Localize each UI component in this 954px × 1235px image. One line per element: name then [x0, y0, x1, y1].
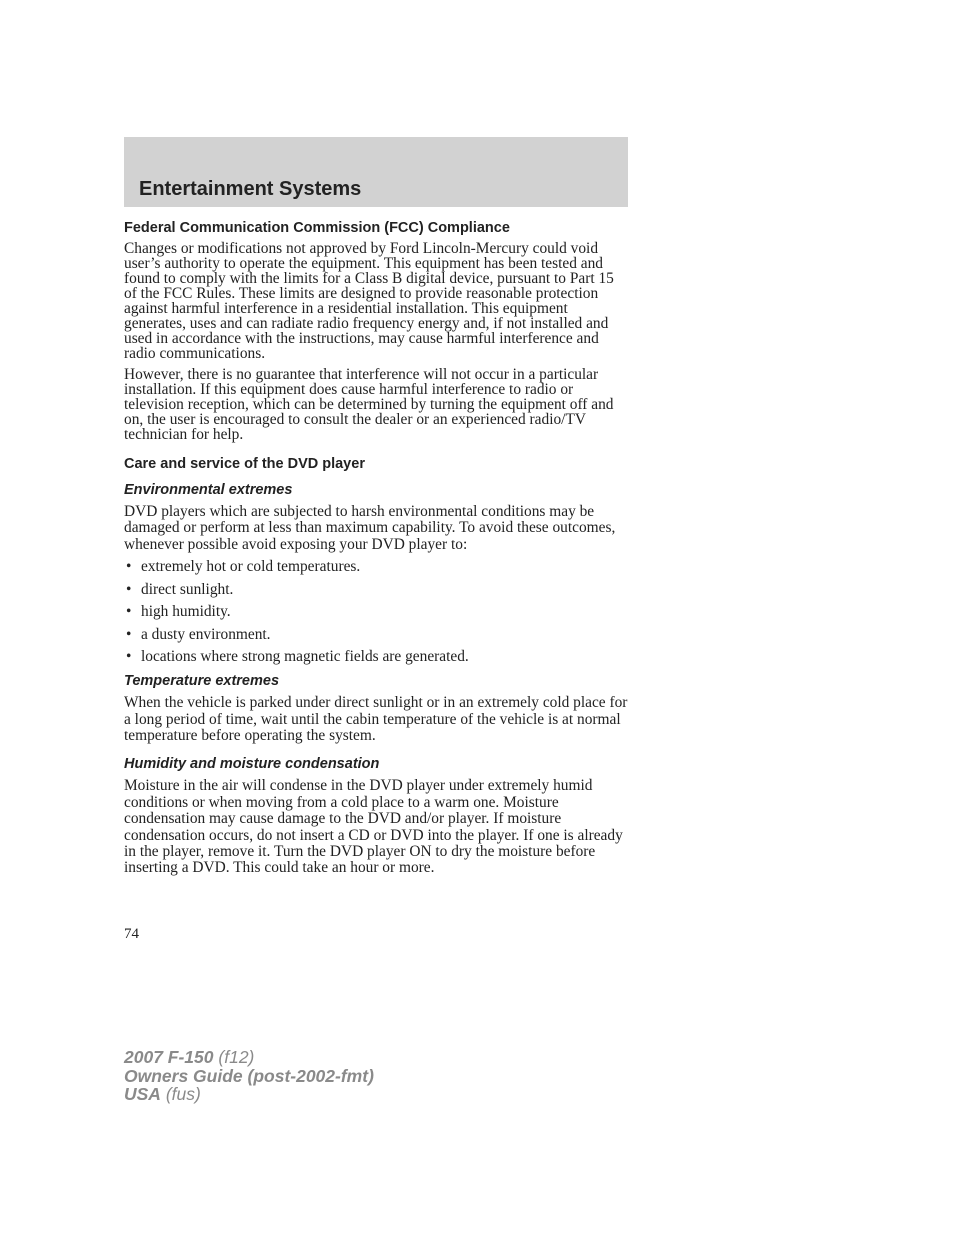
- care-heading: Care and service of the DVD player: [124, 456, 365, 472]
- humidity-heading: Humidity and moisture condensation: [124, 756, 380, 773]
- bullet-icon: •: [126, 603, 132, 621]
- list-item: • a dusty environment.: [126, 625, 271, 643]
- list-item: • locations where strong magnetic fields are generated.: [126, 648, 469, 666]
- footer-line-3: USA (fus): [124, 1084, 201, 1104]
- bullet-icon: •: [126, 648, 132, 666]
- bullet-icon: •: [126, 580, 132, 598]
- environmental-list: [124, 559, 630, 665]
- bullet-icon: •: [126, 558, 132, 576]
- temperature-paragraph: When the vehicle is parked under direct sunlight or in an extremely cold place for a long period of time, wait until the cabin temperature of the vehicle is at normal temperature before operating the system.: [124, 694, 628, 745]
- list-item: • high humidity.: [126, 603, 231, 621]
- temperature-heading: Temperature extremes: [124, 673, 280, 690]
- environmental-paragraph: DVD players which are subjected to harsh environmental conditions may be damaged or perform at less than maximum capability. To avoid these outcomes, whenever possible avoid exposing your DVD player to:: [124, 503, 616, 553]
- fcc-paragraph-2: However, there is no guarantee that interference will not occur in a particular installation. If this equipment does cause harmful interference to radio or television reception, which can be determined by turning the equipment off and on, the user is encouraged to consult the dealer or an experienced radio/TV technician for help.: [124, 366, 614, 443]
- list-item: • extremely hot or cold temperatures.: [126, 558, 361, 576]
- document-footer: [124, 1048, 374, 1104]
- section-header-band: [124, 137, 628, 207]
- fcc-paragraph-1: Changes or modifications not approved by Ford Lincoln-Mercury could void user’s authority to operate the equipment. This equipment has been tested and found to comply with the limits for a Class B digital device, pursuant to Part 15 of the FCC Rules. These limits are designed to provide reasonable protection against harmful interference in a residential installation. This equipment generates, uses and can radiate radio frequency energy and, if not installed and used in accordance with the instructions, may cause harmful interference and radio communications.: [124, 240, 614, 362]
- footer-line-1: 2007 F-150 (f12): [124, 1047, 255, 1067]
- humidity-paragraph: Moisture in the air will condense in the DVD player under extremely humid conditions or when moving from a cold place to a warm one. Moisture condensation may cause damage to the DVD and/or player. If moisture condensation occurs, do not insert a CD or DVD into the player. If one is already in the player, remove it. Turn the DVD player ON to dry the moisture before inserting a DVD. This could take an hour or more.: [124, 777, 623, 877]
- footer-line-2: Owners Guide (post-2002-fmt): [124, 1065, 374, 1086]
- section-title: Entertainment Systems: [139, 178, 362, 200]
- bullet-icon: •: [126, 625, 132, 643]
- fcc-heading: Federal Communication Commission (FCC) Compliance: [124, 220, 510, 236]
- page-number: 74: [124, 926, 139, 942]
- environmental-heading: Environmental extremes: [124, 482, 293, 498]
- page-content: [124, 220, 630, 883]
- list-item: • direct sunlight.: [126, 580, 234, 598]
